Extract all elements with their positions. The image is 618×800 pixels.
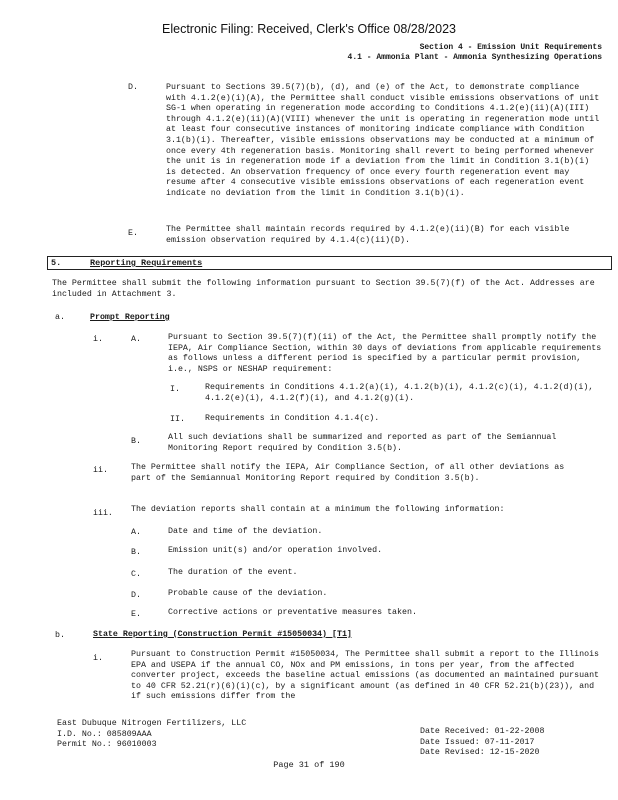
list-item-label: B. <box>131 548 141 557</box>
list-item-text: Probable cause of the deviation. <box>168 589 328 598</box>
list-item-text: Emission unit(s) and/or operation involved. <box>168 546 383 555</box>
list-item-text: The duration of the event. <box>168 568 298 577</box>
subsection-b-label: b. <box>55 631 65 640</box>
header-line-2: 4.1 - Ammonia Plant - Ammonia Synthesizing Operations <box>347 53 602 62</box>
a-iii-text: The deviation reports shall contain at a minimum the following information: <box>131 505 505 514</box>
a-ii-label: ii. <box>93 466 108 475</box>
section-intro: The Permittee shall submit the following information pursuant to Section 39.5(7)(f) of the Act. Addresses are included in Attachment 3. <box>52 279 600 299</box>
footer-date-received: Date Received: 01-22-2008 <box>420 727 545 736</box>
a-i-A-I-text: Requirements in Conditions 4.1.2(a)(i), 4.1.2(b)(i), 4.1.2(c)(i), 4.1.2(d)(i), 4.1.2(e)(i), 4.1.2(f)(i), and 4.1.2(g)(i). <box>205 383 599 403</box>
footer-right <box>420 727 544 759</box>
footer-date-issued: Date Issued: 07-11-2017 <box>420 737 535 747</box>
footer-id: I.D. No.: 085809AAA <box>57 729 152 739</box>
footer-company: East Dubuque Nitrogen Fertilizers, LLC <box>57 719 247 728</box>
a-i-B-label: B. <box>131 437 141 446</box>
list-item-text: Corrective actions or preventative measures taken. <box>168 608 417 617</box>
item-e-text: The Permittee shall maintain records required by 4.1.2(e)(ii)(B) for each visible emission observation required by 4.1.4(c)(ii)(D). <box>166 225 575 245</box>
a-i-label: i. <box>93 335 103 344</box>
footer-date-revised: Date Revised: 12-15-2020 <box>420 748 540 758</box>
b-i-text: Pursuant to Construction Permit #15050034, The Permittee shall submit a report to the Illinois EPA and USEPA if the annual CO, NOx and PM emissions, in tons per year, from the affected converter project, exceeds the baseline actual emissions (as documented an maintained pursuant to 40 CFR 52.21(r)(6)(i)(c), by a significant amount (as defined in 40 CFR 52.21(b)(23)), and if such emissions differ from the <box>131 650 605 702</box>
a-ii-text: The Permittee shall notify the IEPA, Air Compliance Section, of all other deviations as part of the Semiannual Monitoring Report required by Condition 3.5(b). <box>131 463 570 483</box>
a-i-A-II-label: II. <box>170 415 185 424</box>
list-item-label: D. <box>131 591 141 600</box>
list-item-label: C. <box>131 570 141 579</box>
footer-permit: Permit No.: 96010003 <box>57 740 157 750</box>
header-line-1: Section 4 - Emission Unit Requirements <box>419 43 602 52</box>
filing-stamp: Electronic Filing: Received, Clerk's Office 08/28/2023 <box>162 22 456 36</box>
list-item-label: E. <box>131 610 141 619</box>
a-i-A-II-text: Requirements in Condition 4.1.4(c). <box>205 414 380 423</box>
list-item-label: A. <box>131 528 141 537</box>
section-number: 5. <box>51 258 62 268</box>
item-e-label: E. <box>128 229 138 238</box>
item-d-label: D. <box>128 83 138 92</box>
a-iii-label: iii. <box>93 509 113 518</box>
page-number: Page 31 of 190 <box>273 760 345 770</box>
footer-left <box>57 719 246 751</box>
subsection-b-title: State Reporting (Construction Permit #15050034) [T1] <box>93 630 352 639</box>
section-header <box>348 43 602 63</box>
section-title: Reporting Requirements <box>90 258 203 268</box>
a-i-A-text: Pursuant to Section 39.5(7)(f)(ii) of the Act, the Permittee shall promptly notify the IEPA, Air Compliance Section, within 30 days of deviations from applicable requirements as follows unless a different period is specified by a particular permit provision, i.e., NSPS or NESHAP requirement: <box>168 333 607 374</box>
list-item-text: Date and time of the deviation. <box>168 527 323 536</box>
subsection-a-label: a. <box>55 313 65 322</box>
subsection-a-title: Prompt Reporting <box>90 313 170 322</box>
section-heading-bar <box>47 256 612 270</box>
a-i-B-text: All such deviations shall be summarized and reported as part of the Semiannual Monitoring Report required by Condition 3.5(b). <box>168 433 562 453</box>
a-i-A-label: A. <box>131 335 141 344</box>
item-d-text: Pursuant to Sections 39.5(7)(b), (d), and (e) of the Act, to demonstrate compliance with 4.1.2(e)(i)(A), the Permittee shall conduct visible emissions observations of unit SG-1 when operating in regeneration mode according to Conditions 4.1.2(e)(ii)(A)(III) through 4.1.2(e)(ii)(A)(VIII) whenever the unit is operating in regeneration mode until at least four consecutive instances of monitoring indicate compliance with Condition 3.1(b)(i). Thereafter, visible emissions observations may be conducted at a minimum of once every 4th regeneration basis. Monitoring shall revert to being performed whenever the unit is in regeneration mode if a deviation from the limit in Condition 3.1(b)(i) is detected. An observation frequency of once every fourth regeneration event may resume after 4 consecutive visible emissions observations of each regeneration event indicate no deviation from the limit in Condition 3.1(b)(i). <box>166 83 605 198</box>
b-i-label: i. <box>93 654 103 663</box>
a-i-A-I-label: I. <box>170 385 180 394</box>
